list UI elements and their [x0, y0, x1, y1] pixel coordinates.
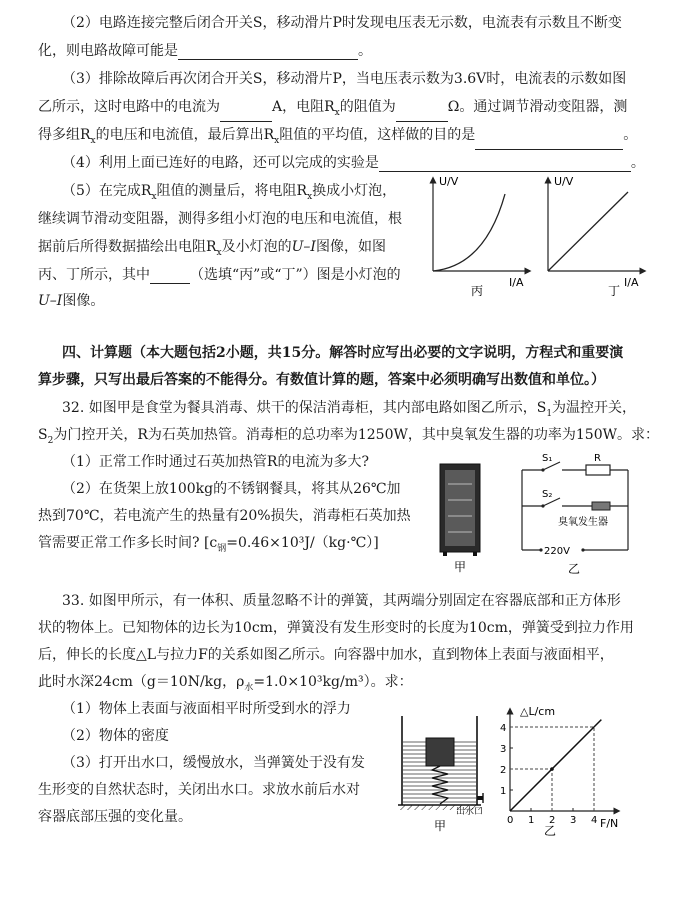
outlet-label: 出水口 — [456, 807, 484, 817]
cabinet-caption: 甲 — [454, 560, 467, 574]
section4-header-2: 算步骤，只写出最后答案的不能得分。有数值计算的题，答案中必须明确写出数值和单位。） — [38, 372, 605, 388]
q33-line1: 33. 如图甲所示，有一体积、质量忽略不计的弹簧，其两端分别固定在容器底部和正方体形 — [62, 593, 621, 609]
q33-line8: 生形变的自然状态时，关闭出水口。求放水前后水对 — [38, 782, 360, 798]
bing-xlabel: I/A — [509, 276, 524, 289]
ozone-label: 臭氧发生器 — [558, 517, 608, 528]
circuit-diagram — [512, 452, 637, 577]
q32-line4: （2）在货架上放100kg的不锈钢餐具，将其从26℃加 — [62, 481, 401, 497]
q5-blank[interactable] — [150, 269, 190, 284]
x-tick-label: 2 — [549, 815, 556, 826]
y-tick-label: 2 — [500, 765, 507, 776]
r-label: R — [594, 453, 601, 464]
x-tick-label: 3 — [570, 815, 577, 826]
ding-caption: 丁 — [608, 284, 621, 298]
q33-line3: 后，伸长的长度△L与拉力F的关系如图乙所示。向容器中加水，直到物体上表面与液面相平， — [38, 647, 614, 663]
q32-line3: （1）正常工作时通过石英加热管R的电流为多大? — [62, 454, 369, 470]
voltage-label: 220V — [544, 546, 570, 557]
q5-line1: （5）在完成$R_x$阻值的测量后，将电阻$R_x$换成小灯泡， — [62, 183, 397, 202]
marked-point — [550, 767, 554, 771]
q3-resistance-blank[interactable] — [396, 107, 448, 122]
q32-line5: 热到70℃，若电流产生的热量有20%损失，消毒柜石英加热 — [38, 508, 411, 524]
q33-line6: （2）物体的密度 — [62, 728, 169, 744]
q4-line1: （4）利用上面已连好的电路，还可以完成的实验是 。 — [62, 155, 645, 171]
graph-bing — [425, 174, 535, 299]
x-tick-label: 1 — [528, 815, 535, 826]
cube-object — [426, 738, 454, 766]
q33-line5: （1）物体上表面与液面相平时所受到水的浮力 — [62, 701, 351, 717]
ding-xlabel: I/A — [624, 276, 639, 289]
chart-caption: 乙 — [544, 824, 557, 837]
ding-ylabel: U/V — [554, 175, 574, 188]
outlet-pipe — [477, 796, 483, 800]
s2-label: S₂ — [542, 489, 553, 500]
q32-line6: 管需要正常工作多长时间? $[c_钢=0.46\times 10^3J/(kg\cdot℃)]$ — [38, 535, 379, 554]
series-line — [510, 720, 601, 811]
resistor-r — [586, 465, 610, 475]
graph-ding — [540, 174, 652, 299]
q33-line4: 此时水深24cm（g＝10N/kg，$\rho_水=1.0\times 10^3kg/m^3$）。求： — [38, 674, 413, 693]
q32-line1: 32. 如图甲是食堂为餐具消毒、烘干的保洁消毒柜，其内部电路如图乙所示，$S_1$为温控开关， — [62, 400, 637, 419]
y-tick-label: 1 — [500, 786, 507, 797]
chart-ylabel: △L/cm — [520, 705, 556, 718]
q5-line2: 继续调节滑动变阻器，测得多组小灯泡的电压和电流值，根 — [38, 211, 402, 227]
deltaL-F-chart — [492, 703, 627, 837]
section4-header-1: 四、计算题（本大题包括2小题，共15分。解答时应写出必要的文字说明，方程式和重要演 — [62, 345, 624, 361]
q4-blank[interactable] — [379, 157, 631, 172]
q3-line3: 得多组$R_x$的电压和电流值，最后算出$R_x$阻值的平均值，这样做的目的是 。 — [38, 126, 637, 150]
y-tick-label: 4 — [500, 723, 507, 734]
x-tick-label: 0 — [507, 815, 514, 826]
y-tick-label: 3 — [500, 744, 507, 755]
q2-line2: 化，则电路故障可能是 。 — [38, 43, 372, 59]
bing-caption: 丙 — [471, 284, 484, 298]
circuit-caption: 乙 — [568, 562, 581, 576]
container-diagram — [392, 712, 498, 832]
ozone-generator — [592, 502, 610, 510]
bing-ylabel: U/V — [439, 175, 459, 188]
q5-line3: 据前后所得数据描绘出电阻$R_x$及小灯泡的U–I图像，如图 — [38, 239, 386, 258]
q3-line2: 乙所示，这时电路中的电流为 A，电阻$R_x$的阻值为 Ω。通过调节滑动变阻器，测 — [38, 98, 627, 122]
q5-line4: 丙、丁所示，其中 （选填“丙”或“丁”）图是小灯泡的 — [38, 267, 401, 283]
container-caption: 甲 — [434, 819, 447, 832]
chart-xlabel: F/N — [600, 817, 619, 830]
x-tick-label: 4 — [591, 815, 598, 826]
q2-line1: （2）电路连接完整后闭合开关S，移动滑片P时发现电压表无示数，电流表有示数且不断变 — [62, 15, 622, 31]
q32-line2: $S_2$为门控开关，R为石英加热管。消毒柜的总功率为1250W，其中臭氧发生器的功率为150W。求： — [38, 427, 659, 446]
bing-curve — [433, 194, 505, 271]
q3-purpose-blank[interactable] — [475, 135, 623, 150]
q3-current-blank[interactable] — [220, 107, 272, 122]
q33-line2: 状的物体上。已知物体的边长为10cm，弹簧没有发生形变时的长度为10cm，弹簧受到拉力作用 — [38, 620, 634, 636]
cabinet-image — [436, 462, 486, 574]
q2-blank[interactable] — [178, 45, 358, 60]
ding-line — [548, 192, 628, 271]
q33-line7: （3）打开出水口，缓慢放水，当弹簧处于没有发 — [62, 755, 365, 771]
q5-line5: U–I图像。 — [38, 293, 105, 309]
q3-line1: （3）排除故障后再次闭合开关S，移动滑片P，当电压表示数为3.6V时，电流表的示数如图 — [62, 71, 627, 87]
q33-line9: 容器底部压强的变化量。 — [38, 809, 192, 825]
cabinet-door — [445, 470, 475, 546]
s1-label: S₁ — [542, 453, 553, 464]
